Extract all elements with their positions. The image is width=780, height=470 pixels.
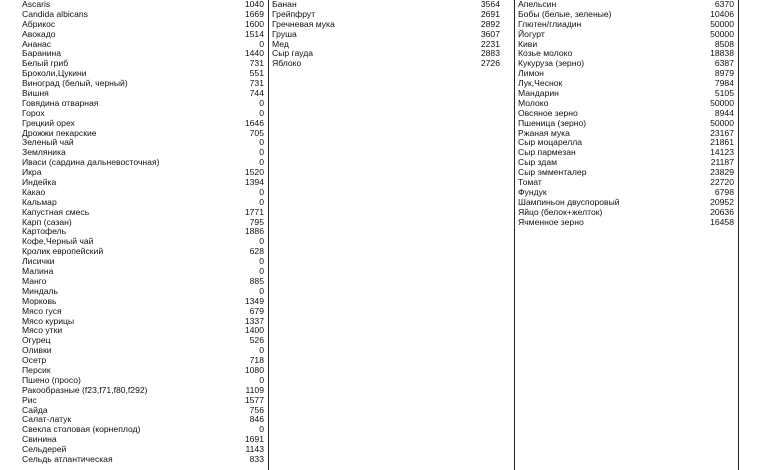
column-1 (22, 0, 264, 465)
food-value: 6370 (714, 0, 734, 9)
table-row (22, 386, 264, 396)
food-name: Сельдерей (22, 444, 67, 455)
food-name: Candida albicans (22, 8, 88, 19)
food-value: 1577 (244, 394, 264, 405)
food-value: 5105 (714, 88, 734, 99)
food-value: 0 (259, 196, 264, 207)
food-name: Мясо утки (22, 325, 63, 336)
food-name: Мясо гуся (22, 305, 62, 316)
food-value: 50000 (710, 18, 734, 29)
food-value: 50000 (710, 117, 734, 128)
food-value: 8508 (714, 38, 734, 49)
table-row (22, 336, 264, 346)
food-name: Зеленый чай (22, 137, 74, 148)
food-name: Броколи,Цукини (22, 68, 87, 79)
food-value: 0 (259, 38, 264, 49)
food-value: 0 (259, 147, 264, 158)
food-name: Лук,Чеснок (518, 78, 563, 89)
table-row (22, 30, 264, 40)
food-value: 0 (259, 107, 264, 118)
food-name: Свинина (22, 434, 57, 445)
table-row (22, 20, 264, 30)
table-row (22, 178, 264, 188)
food-name: Ананас (22, 38, 52, 49)
food-value: 1080 (244, 364, 264, 375)
food-name: Какао (22, 186, 46, 197)
food-value: 8979 (714, 68, 734, 79)
food-value: 0 (259, 424, 264, 435)
food-name: Шампиньон двуспоровый (518, 196, 620, 207)
food-value: 0 (259, 97, 264, 108)
food-value: 1771 (244, 206, 264, 217)
food-name: Мясо курицы (22, 315, 75, 326)
food-value: 2883 (480, 48, 500, 59)
table-row (22, 247, 264, 257)
food-name: Салат-латук (22, 414, 72, 425)
food-value: 0 (259, 345, 264, 356)
food-value: 0 (259, 266, 264, 277)
food-value: 0 (259, 256, 264, 267)
food-value: 744 (249, 88, 264, 99)
food-value: 551 (249, 68, 264, 79)
food-value: 14123 (710, 147, 734, 158)
food-name: Огурец (22, 335, 51, 346)
food-name: Осетр (22, 355, 47, 366)
food-name: Апельсин (518, 0, 557, 9)
food-value: 3564 (480, 0, 500, 9)
food-value: 0 (259, 236, 264, 247)
table-row (22, 168, 264, 178)
table-row (518, 20, 734, 30)
food-value: 16458 (710, 216, 734, 227)
food-name: Абрикос (22, 18, 56, 29)
food-value: 20952 (710, 196, 734, 207)
food-name: Томат (518, 177, 542, 188)
table-row (272, 59, 500, 69)
food-name: Индейка (22, 177, 57, 188)
food-value: 23167 (710, 127, 734, 138)
food-value: 1109 (245, 384, 264, 395)
food-value: 1886 (244, 226, 264, 237)
food-name: Земляника (22, 147, 66, 158)
food-value: 20636 (710, 206, 734, 217)
food-name: Карп (сазан) (22, 216, 72, 227)
food-value: 18838 (710, 48, 734, 59)
food-value: 1514 (244, 28, 264, 39)
food-name: Кролик европейский (22, 246, 104, 257)
food-value: 3607 (480, 28, 500, 39)
food-value: 1691 (244, 434, 264, 445)
table-row (22, 287, 264, 297)
food-name: Глютен/глиадин (518, 18, 582, 29)
food-value: 23829 (710, 167, 734, 178)
table-row (22, 10, 264, 20)
table-row (22, 257, 264, 267)
food-value: 2691 (480, 8, 500, 19)
food-name: Оливки (22, 345, 52, 356)
table-row (518, 59, 734, 69)
food-value: 2231 (480, 38, 500, 49)
table-row (22, 277, 264, 287)
food-name: Сыр эмменталер (518, 167, 587, 178)
table-row (22, 455, 264, 465)
food-name: Киви (518, 38, 538, 49)
table-row (22, 188, 264, 198)
food-name: Мандарин (518, 88, 559, 99)
food-name: Овсяное зерно (518, 107, 578, 118)
food-value: 0 (259, 186, 264, 197)
food-name: Гречневая мука (272, 18, 335, 29)
food-value: 628 (249, 246, 264, 257)
food-value: 10406 (710, 8, 734, 19)
table-row (22, 158, 264, 168)
food-value: 846 (249, 414, 264, 425)
food-value: 1646 (244, 117, 264, 128)
food-value: 526 (249, 335, 264, 346)
food-name: Сыр моцарелла (518, 137, 583, 148)
food-value: 1669 (244, 8, 264, 19)
table-row (22, 267, 264, 277)
food-value: 1394 (244, 177, 264, 188)
food-value: 0 (259, 137, 264, 148)
food-value: 21861 (710, 137, 734, 148)
food-value: 1520 (244, 167, 264, 178)
food-value: 679 (249, 305, 264, 316)
food-value: 0 (259, 285, 264, 296)
food-value: 1600 (244, 18, 264, 29)
table-row (272, 20, 500, 30)
food-value: 718 (249, 355, 264, 366)
food-name: Фундук (518, 186, 547, 197)
food-value: 22720 (710, 177, 734, 188)
food-value: 731 (249, 78, 264, 89)
food-value: 21187 (710, 157, 734, 168)
table-row (518, 218, 734, 228)
food-name: Горох (22, 107, 45, 118)
food-name: Кофе,Черный чай (22, 236, 94, 247)
food-name: Ржаная мука (518, 127, 570, 138)
food-value: 705 (249, 127, 264, 138)
food-value: 1349 (244, 295, 264, 306)
food-name: Кальмар (22, 196, 57, 207)
table-row (22, 396, 264, 406)
food-name: Лисички (22, 256, 55, 267)
food-value: 1143 (245, 444, 264, 455)
food-name: Морковь (22, 295, 57, 306)
column-divider-2 (514, 0, 515, 470)
table-row (518, 30, 734, 40)
food-name: Пшено (просо) (22, 374, 81, 385)
food-name: Ячменное зерно (518, 216, 584, 227)
food-value: 795 (249, 216, 264, 227)
food-name: Молоко (518, 97, 549, 108)
food-name: Мед (272, 38, 289, 49)
food-value: 731 (249, 58, 264, 69)
food-name: Икра (22, 167, 42, 178)
column-divider-1 (268, 0, 269, 470)
food-value: 2726 (480, 58, 500, 69)
table-row (518, 168, 734, 178)
food-name: Пшеница (зерно) (518, 117, 587, 128)
food-name: Грейпфрут (272, 8, 316, 19)
table-row (518, 89, 734, 99)
food-value: 6798 (714, 186, 734, 197)
food-name: Яйцо (белок+желток) (518, 206, 603, 217)
food-value: 0 (259, 374, 264, 385)
food-name: Авокадо (22, 28, 56, 39)
food-name: Сыр пармезан (518, 147, 576, 158)
food-name: Сайда (22, 404, 48, 415)
food-name: Банан (272, 0, 297, 9)
food-value: 50000 (710, 97, 734, 108)
food-name: Иваси (сардина дальневосточная) (22, 157, 160, 168)
food-value: 2892 (480, 18, 500, 29)
food-name: Сыр здам (518, 157, 558, 168)
food-value: 756 (249, 404, 264, 415)
food-name: Дрожжи пекарские (22, 127, 97, 138)
food-name: Козье молоко (518, 48, 573, 59)
food-name: Вишня (22, 88, 49, 99)
food-name: Капустная смесь (22, 206, 90, 217)
food-name: Говядина отварная (22, 97, 99, 108)
food-value: 7984 (714, 78, 734, 89)
food-name: Картофель (22, 226, 67, 237)
food-name: Виноград (белый, черный) (22, 78, 128, 89)
table-row (22, 99, 264, 109)
food-name: Персик (22, 364, 51, 375)
food-name: Кукуруза (зерно) (518, 58, 585, 69)
table-row (22, 326, 264, 336)
food-value: 6387 (714, 58, 734, 69)
food-value: 833 (249, 453, 264, 464)
food-value: 1440 (244, 48, 264, 59)
food-name: Сыр гауда (272, 48, 313, 59)
food-name: Сельдь атлантическая (22, 453, 113, 464)
food-value: 1400 (244, 325, 264, 336)
table-row (22, 346, 264, 356)
food-name: Бобы (белые, зеленые) (518, 8, 612, 19)
food-name: Ascaris (22, 0, 51, 9)
food-value: 885 (249, 275, 264, 286)
food-name: Белый гриб (22, 58, 69, 69)
food-name: Рис (22, 394, 37, 405)
food-name: Лимон (518, 68, 544, 79)
table-row (22, 79, 264, 89)
column-3 (518, 0, 734, 227)
food-name: Груша (272, 28, 297, 39)
food-value: 8944 (714, 107, 734, 118)
food-name: Ракообразные (f23,f71,f80,f292) (22, 384, 148, 395)
table-row (272, 30, 500, 40)
food-name: Малина (22, 266, 54, 277)
table-row (518, 178, 734, 188)
table-row (22, 356, 264, 366)
food-name: Свекла столовая (корнеплод) (22, 424, 141, 435)
column-2 (272, 0, 500, 69)
food-name: Манго (22, 275, 47, 286)
food-value: 0 (259, 157, 264, 168)
food-name: Грецкий орех (22, 117, 75, 128)
food-name: Миндаль (22, 285, 58, 296)
food-name: Йогурт (518, 28, 545, 39)
food-name: Яблоко (272, 58, 302, 69)
food-value: 1040 (244, 0, 264, 9)
food-value: 50000 (710, 28, 734, 39)
table-row (22, 425, 264, 435)
food-value: 1337 (244, 315, 264, 326)
food-name: Баранина (22, 48, 62, 59)
column-divider-3 (738, 0, 739, 470)
table-row (272, 49, 500, 59)
